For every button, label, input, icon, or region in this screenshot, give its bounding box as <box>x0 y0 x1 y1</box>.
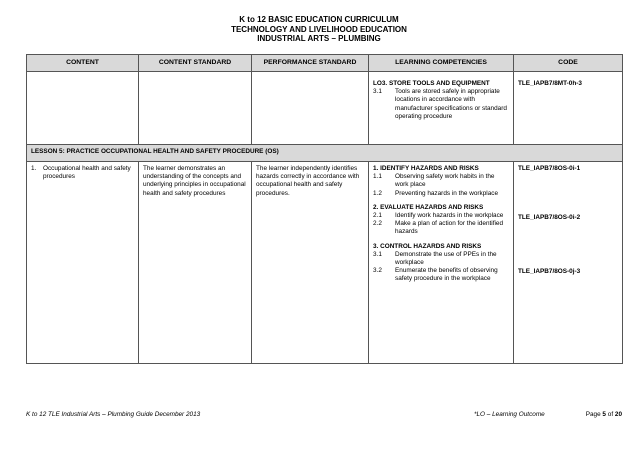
cell-content-standard: The learner demonstrates an understanding of the concepts and underlying principles in occupational health and safety procedures <box>139 162 252 364</box>
competency-title: 3. CONTROL HAZARDS AND RISKS <box>373 242 482 250</box>
curriculum-table <box>26 54 623 364</box>
col-header-content-standard: CONTENT STANDARD <box>139 55 252 72</box>
competency-title: LO3. STORE TOOLS AND EQUIPMENT <box>373 80 490 87</box>
page-number <box>586 411 622 418</box>
item-text: Observing safety work habits in the work place <box>395 173 495 189</box>
item-text: Make a plan of action for the identified hazards <box>395 220 503 236</box>
document-footer <box>26 411 622 421</box>
header-line-2: TECHNOLOGY AND LIVELIHOOD EDUCATION <box>231 24 407 34</box>
item-text: Demonstrate the use of PPEs in the workplace <box>395 250 497 267</box>
item-number: 1.2 <box>373 189 382 197</box>
lesson-row <box>27 145 623 162</box>
item-text: Enumerate the benefits of observing safety procedure in the workplace <box>395 267 498 283</box>
cell-performance-standard-empty <box>252 72 369 145</box>
item-number: 2.2 <box>373 220 382 228</box>
cell-competencies <box>369 162 514 364</box>
cell-content-standard-empty <box>139 72 252 145</box>
col-header-performance-standard: PERFORMANCE STANDARD <box>252 55 369 72</box>
competency-title: 2. EVALUATE HAZARDS AND RISKS <box>373 203 484 211</box>
list-item <box>373 251 509 267</box>
item-text: Tools are stored safely in appropriate locations in accordance with manufacturer specifications or standard operating procedure <box>395 88 507 120</box>
table-row <box>27 162 623 364</box>
col-header-content: CONTENT <box>27 55 139 72</box>
lesson-title: LESSON 5: PRACTICE OCCUPATIONAL HEALTH AND SAFETY PROCEDURE (OS) <box>27 145 623 162</box>
cell-content-empty <box>27 72 139 145</box>
item-number: 2.1 <box>373 212 382 220</box>
col-header-learning-competencies: LEARNING COMPETENCIES <box>369 55 514 72</box>
item-number: 3.1 <box>373 88 382 96</box>
cell-performance-standard: The learner independently identifies hazards correctly in accordance with occupational health and safety procedures. <box>252 162 369 364</box>
cell-codes <box>514 162 623 364</box>
header-line-3: INDUSTRIAL ARTS – PLUMBING <box>257 34 381 43</box>
item-text: Identify work hazards in the workplace <box>395 212 504 220</box>
item-number: 1. <box>31 165 37 172</box>
table-header-row <box>27 55 623 72</box>
list-item <box>373 212 509 220</box>
code-value: TLE_IAPB7/8OS-0j-3 <box>518 268 581 276</box>
item-text: Preventing hazards in the workplace <box>395 189 499 197</box>
header-line-1: K to 12 BASIC EDUCATION CURRICULUM <box>239 15 399 24</box>
footer-lo-note: *LO – Learning Outcome <box>474 411 545 418</box>
cell-competency <box>369 72 514 145</box>
cell-code: TLE_IAPB7/8MT-0h-3 <box>514 72 623 145</box>
document-header <box>0 15 638 44</box>
code-value: TLE_IAPB7/8OS-0i-1 <box>518 165 581 172</box>
competency-block <box>373 204 509 237</box>
item-number: 1.1 <box>373 173 382 181</box>
list-item <box>373 267 509 283</box>
item-text: Occupational health and safety procedures <box>43 165 131 181</box>
competency-block <box>373 165 509 198</box>
cell-content <box>27 162 139 364</box>
list-item <box>373 173 509 189</box>
footer-guide-title: K to 12 TLE Industrial Arts – Plumbing Guide December 2013 <box>26 411 201 418</box>
list-item <box>373 88 509 121</box>
page-prefix: Page <box>585 411 601 418</box>
page-current: 5 <box>602 411 606 418</box>
col-header-code: CODE <box>514 55 623 72</box>
competency-block <box>373 243 509 284</box>
code-value: TLE_IAPB7/8OS-0i-2 <box>518 214 581 222</box>
item-number: 3.2 <box>373 267 382 275</box>
competency-title: 1. IDENTIFY HAZARDS AND RISKS <box>373 165 479 172</box>
list-item <box>373 190 509 198</box>
table-row <box>27 72 623 145</box>
page-total: 20 <box>614 411 622 418</box>
list-item <box>373 220 509 236</box>
list-item <box>31 165 134 181</box>
item-number: 3.1 <box>373 250 382 258</box>
page-of: of <box>607 411 614 418</box>
